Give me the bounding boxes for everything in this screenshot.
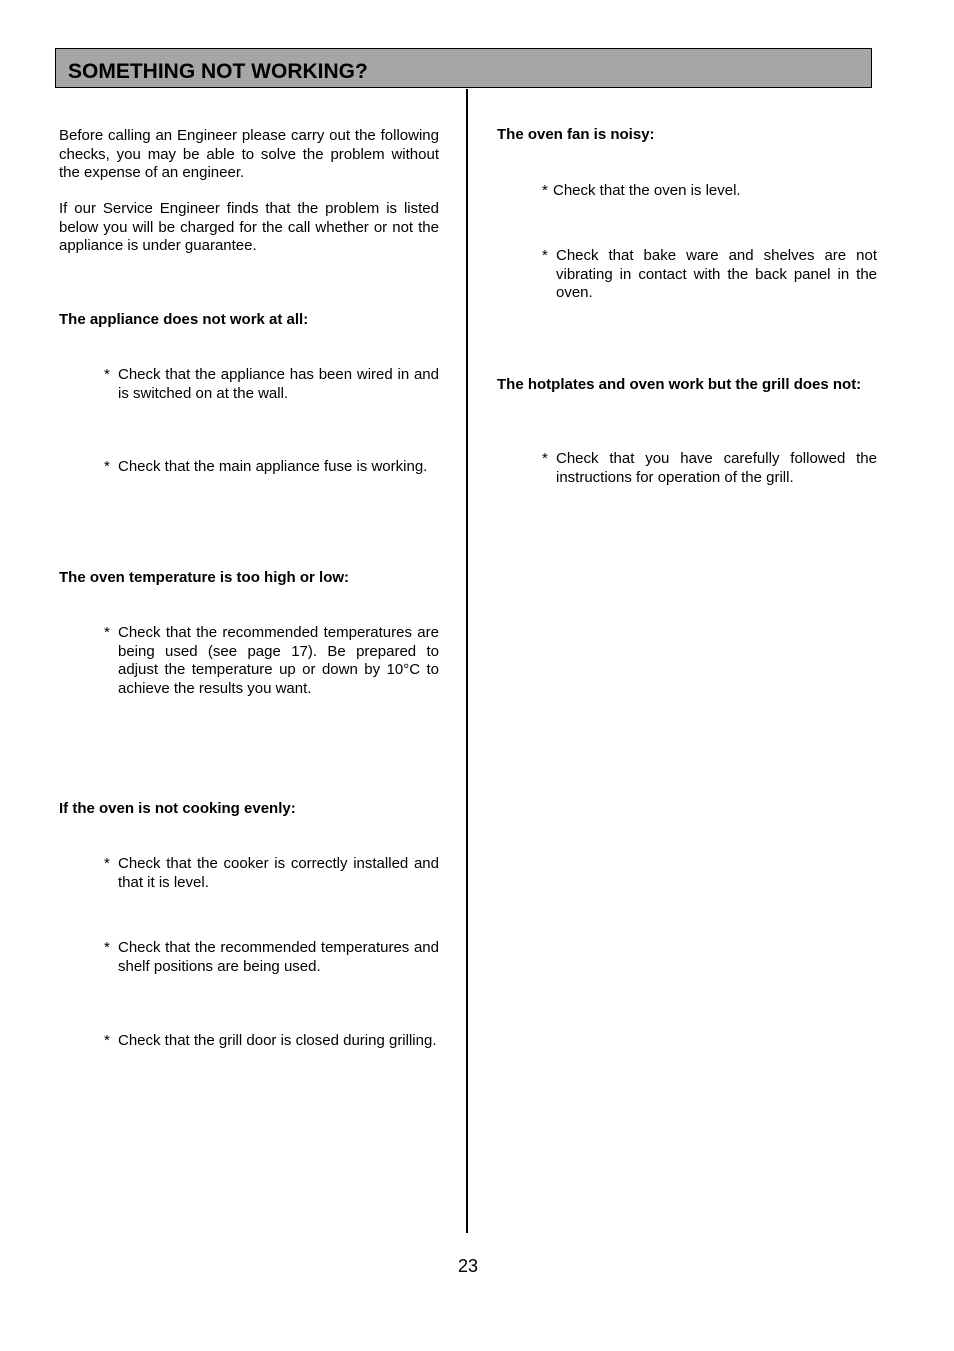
page-number: 23: [457, 1256, 479, 1276]
list-item: [542, 182, 877, 202]
list-item-text: Check that you have carefully followed the instructions for operation of the grill.: [556, 450, 877, 486]
list-item-text: Check that the appliance has been wired in and is switched on at the wall.: [118, 366, 439, 402]
column-divider: [466, 89, 468, 1233]
list-item: [542, 450, 877, 490]
list-item-text: Check that the grill door is closed during grilling.: [118, 1032, 437, 1049]
intro-paragraph: Before calling an Engineer please carry out the following checks, you may be able to solve the problem without the expense of an engineer.: [59, 127, 439, 181]
page-title: SOMETHING NOT WORKING?: [68, 60, 368, 83]
list-item-text: Check that the main appliance fuse is working.: [118, 458, 428, 475]
bullet-marker: *: [542, 450, 548, 467]
bullet-marker: *: [542, 182, 548, 199]
list-item-text: Check that the recommended temperatures are being used (see page 17). Be prepared to adjust the temperature up or down by 10°C to achieve the results you want.: [118, 624, 439, 697]
list-item: [104, 855, 439, 895]
list-item-text: Check that the recommended temperatures and shelf positions are being used.: [118, 939, 439, 975]
section-heading: If the oven is not cooking evenly:: [59, 800, 296, 817]
page-header: [55, 48, 872, 88]
bullet-marker: *: [104, 855, 110, 872]
bullet-marker: *: [104, 1032, 110, 1049]
section-heading: The hotplates and oven work but the grill does not:: [497, 376, 862, 393]
list-item: [104, 366, 439, 406]
list-item: [104, 1032, 439, 1072]
bullet-marker: *: [104, 939, 110, 956]
bullet-marker: *: [542, 247, 548, 264]
list-item: [542, 247, 877, 305]
section-heading: The appliance does not work at all:: [59, 311, 309, 328]
list-item: [104, 939, 439, 979]
section-heading: The oven temperature is too high or low:: [59, 569, 350, 586]
list-item-text: Check that bake ware and shelves are not vibrating in contact with the back panel in the oven.: [556, 247, 877, 301]
list-item: [104, 458, 439, 498]
bullet-marker: *: [104, 366, 110, 383]
list-item: [104, 624, 439, 702]
bullet-marker: *: [104, 624, 110, 641]
guarantee-paragraph: If our Service Engineer finds that the problem is listed below you will be charged for the call whether or not the appliance is under guarantee.: [59, 200, 439, 254]
list-item-text: Check that the oven is level.: [553, 182, 741, 199]
bullet-marker: *: [104, 458, 110, 475]
list-item-text: Check that the cooker is correctly installed and that it is level.: [118, 855, 439, 891]
section-heading: The oven fan is noisy:: [497, 126, 655, 143]
